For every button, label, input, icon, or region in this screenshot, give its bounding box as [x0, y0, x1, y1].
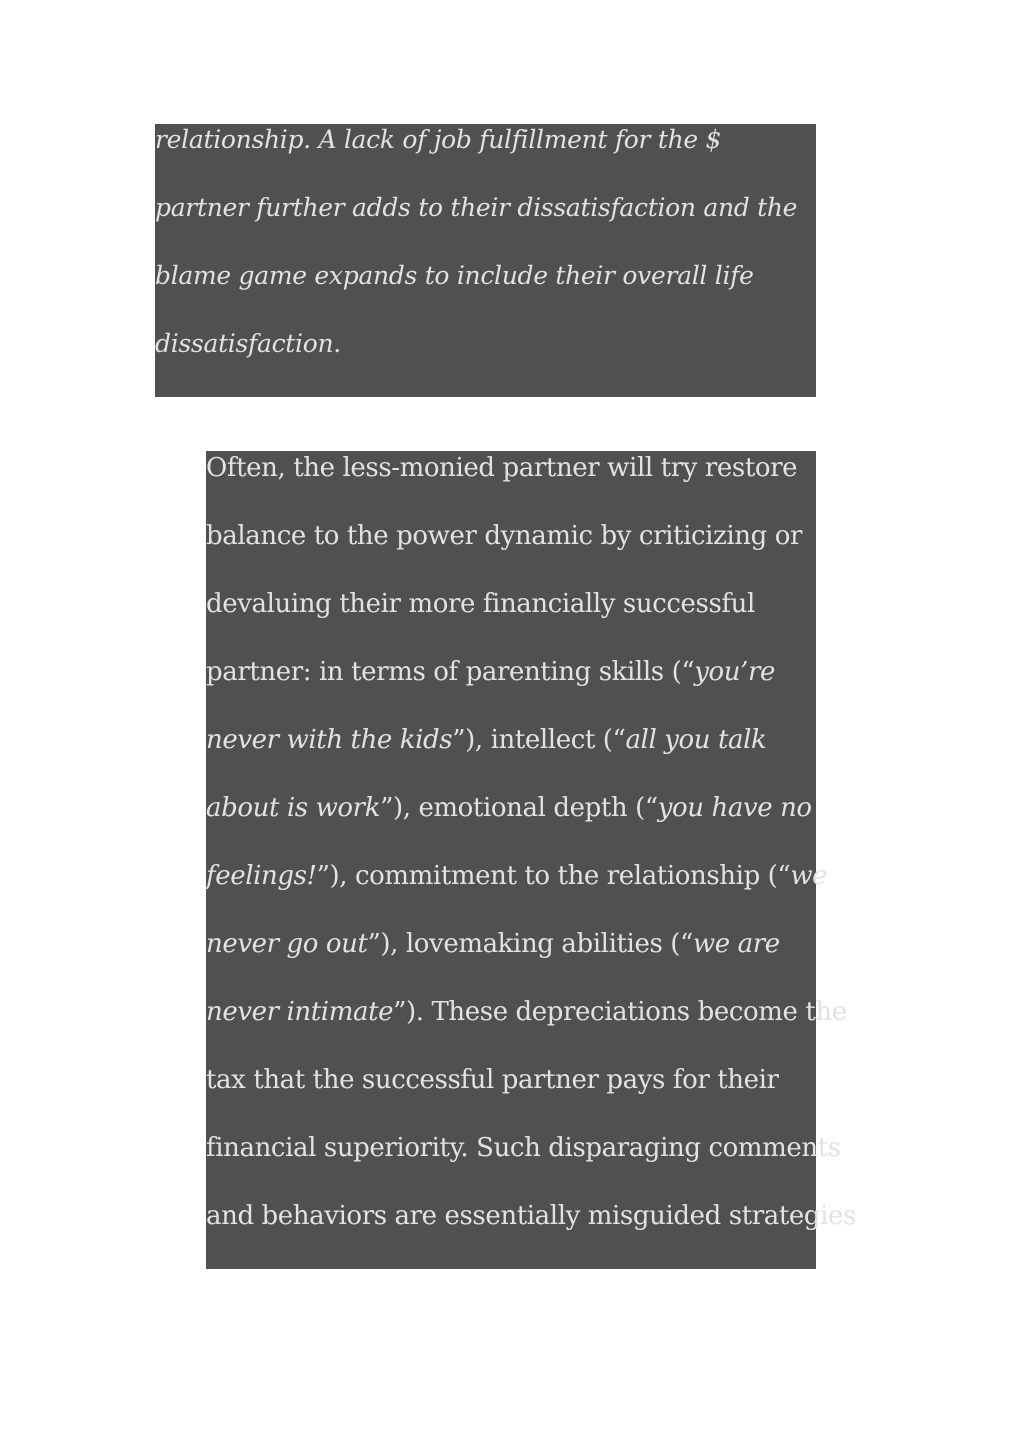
- paragraph-2-line: [206, 587, 755, 621]
- text-run: devaluing their more financially successful: [206, 589, 755, 619]
- paragraph-1-line: blame game expands to include their overall life: [155, 261, 754, 290]
- quote-italic: about is work: [206, 793, 381, 823]
- text-run: ”). These depreciations become the: [393, 997, 847, 1027]
- quote-italic: all you talk: [625, 725, 767, 755]
- quote-italic: you’re: [694, 657, 775, 687]
- paragraph-2-line: [206, 723, 766, 757]
- paragraph-1-line: dissatisfaction.: [155, 329, 341, 358]
- paragraph-1-line: relationship. A lack of job fulfillment for the $: [155, 125, 722, 154]
- paragraph-2-line: [206, 859, 827, 893]
- paragraph-2-line: [206, 519, 802, 553]
- text-run: Often, the less-monied partner will try restore: [206, 453, 798, 483]
- quote-italic: feelings!: [206, 861, 317, 891]
- text-run: ”), emotional depth (“: [380, 793, 658, 823]
- paragraph-block-2: [206, 451, 856, 1269]
- paragraph-2-line: [206, 1131, 841, 1165]
- paragraph-2-line: [206, 791, 812, 825]
- text-run: ”), intellect (“: [452, 725, 626, 755]
- paragraph-2-line: [206, 451, 797, 485]
- text-run: ”), commitment to the relationship (“: [316, 861, 791, 891]
- quote-italic: never intimate: [206, 997, 394, 1027]
- quote-italic: you have no: [657, 793, 812, 823]
- paragraph-block-1: [155, 124, 816, 397]
- paragraph-2-line: [206, 995, 847, 1029]
- text-run: tax that the successful partner pays for their: [206, 1065, 779, 1095]
- paragraph-2-line: [206, 655, 775, 689]
- paragraph-1-line: partner further adds to their dissatisfaction and the: [155, 193, 798, 222]
- paragraph-2-line: [206, 927, 780, 961]
- text-run: and behaviors are essentially misguided strategies: [206, 1201, 856, 1231]
- quote-italic: never go out: [206, 929, 368, 959]
- paragraph-2-line: [206, 1063, 779, 1097]
- paragraph-2-line: [206, 1199, 856, 1233]
- quote-italic: we: [790, 861, 828, 891]
- text-run: ”), lovemaking abilities (“: [367, 929, 693, 959]
- text-run: balance to the power dynamic by criticizing or: [206, 521, 803, 551]
- quote-italic: never with the kids: [206, 725, 453, 755]
- text-run: financial superiority. Such disparaging comments: [206, 1133, 841, 1163]
- quote-italic: we are: [692, 929, 780, 959]
- text-run: partner: in terms of parenting skills (“: [206, 657, 695, 687]
